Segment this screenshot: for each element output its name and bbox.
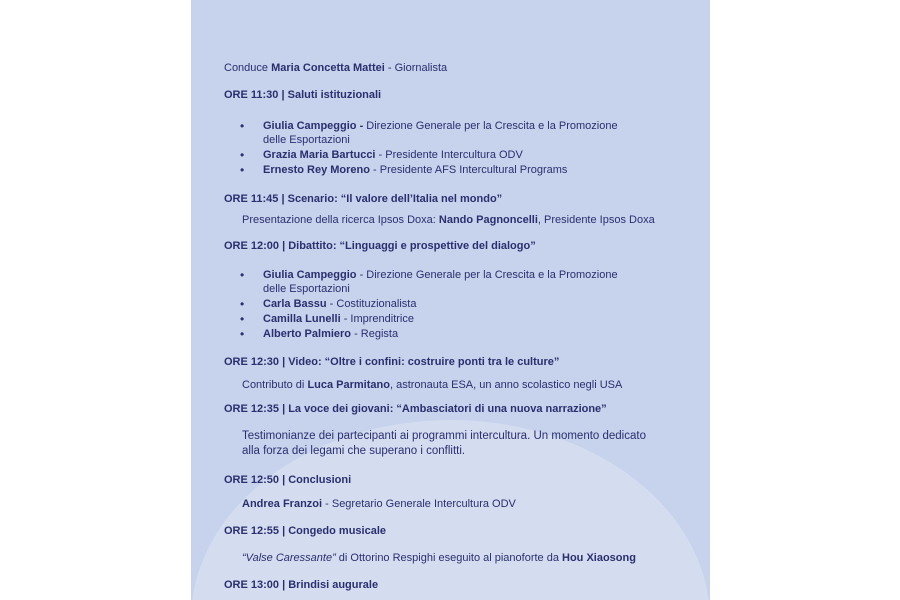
speaker-role: , Presidente Ipsos Doxa bbox=[537, 214, 655, 226]
moderator-role: - Giornalista bbox=[384, 62, 448, 74]
session-text bbox=[242, 379, 622, 391]
bullet: • bbox=[240, 268, 245, 282]
programme-panel bbox=[191, 0, 710, 600]
text: Contributo di bbox=[242, 379, 308, 391]
speaker-item bbox=[263, 269, 618, 281]
speaker-name: Andrea Franzoi bbox=[242, 498, 323, 510]
speaker-item bbox=[263, 120, 618, 132]
moderator-line bbox=[224, 62, 447, 74]
session-title: ORE 12:30 | Video: “Oltre i confini: costruire ponti tra le culture” bbox=[224, 356, 560, 368]
speaker-item bbox=[263, 149, 523, 161]
speaker-role: Direzione Generale per la Crescita e la Promozione bbox=[363, 120, 618, 132]
speaker-item bbox=[263, 313, 414, 325]
bullet: • bbox=[240, 297, 245, 311]
session-text bbox=[242, 498, 516, 510]
bullet: • bbox=[240, 119, 245, 133]
speaker-name: Giulia Campeggio bbox=[263, 269, 357, 281]
speaker-item bbox=[263, 298, 416, 310]
speaker-role: - Costituzionalista bbox=[326, 298, 417, 310]
session-text: Testimonianze dei partecipanti ai programmi intercultura. Un momento dedicato bbox=[242, 430, 646, 442]
speaker-role: , astronauta ESA, un anno scolastico negli USA bbox=[389, 379, 623, 391]
session-title: ORE 12:35 | La voce dei giovani: “Ambasciatori di una nuova narrazione” bbox=[224, 403, 607, 415]
speaker-item bbox=[263, 164, 567, 176]
speaker-name: Alberto Palmiero bbox=[263, 328, 352, 340]
music-title: “Valse Caressante” bbox=[242, 552, 336, 564]
speaker-item bbox=[263, 328, 398, 340]
speaker-name: Luca Parmitano bbox=[307, 379, 390, 391]
speaker-role: - Segretario Generale Intercultura ODV bbox=[322, 498, 516, 510]
bullet: • bbox=[240, 163, 245, 177]
session-title: ORE 12:55 | Congedo musicale bbox=[224, 525, 387, 537]
text: di Ottorino Respighi eseguito al pianoforte da bbox=[335, 552, 563, 564]
session-title: ORE 12:50 | Conclusioni bbox=[224, 474, 352, 486]
session-title: ORE 13:00 | Brindisi augurale bbox=[224, 579, 379, 591]
speaker-role: - Direzione Generale per la Crescita e la Promozione bbox=[356, 269, 618, 281]
speaker-role: - Presidente AFS Intercultural Programs bbox=[369, 164, 568, 176]
bullet: • bbox=[240, 148, 245, 162]
session-text bbox=[242, 552, 636, 564]
speaker-role: - Presidente Intercultura ODV bbox=[375, 149, 523, 161]
speaker-name: Carla Bassu bbox=[263, 298, 327, 310]
performer-name: Hou Xiaosong bbox=[562, 552, 636, 564]
programme-content bbox=[191, 0, 710, 600]
session-text: alla forza dei legami che superano i conflitti. bbox=[242, 445, 466, 457]
speaker-name: Ernesto Rey Moreno bbox=[263, 164, 370, 176]
speaker-name: Grazia Maria Bartucci bbox=[263, 149, 376, 161]
speaker-name: Giulia Campeggio - bbox=[263, 120, 364, 132]
bullet: • bbox=[240, 327, 245, 341]
speaker-role-cont: delle Esportazioni bbox=[263, 134, 350, 146]
session-title: ORE 11:45 | Scenario: “Il valore dell’Italia nel mondo” bbox=[224, 193, 503, 205]
speaker-name: Camilla Lunelli bbox=[263, 313, 341, 325]
text: Presentazione della ricerca Ipsos Doxa: bbox=[242, 214, 439, 226]
moderator-name: Maria Concetta Mattei bbox=[271, 62, 385, 74]
session-title: ORE 12:00 | Dibattito: “Linguaggi e prospettive del dialogo” bbox=[224, 240, 536, 252]
session-text bbox=[242, 214, 655, 226]
session-title: ORE 11:30 | Saluti istituzionali bbox=[224, 89, 382, 101]
speaker-role-cont: delle Esportazioni bbox=[263, 283, 350, 295]
bullet: • bbox=[240, 312, 245, 326]
speaker-name: Nando Pagnoncelli bbox=[438, 214, 538, 226]
speaker-role: - Imprenditrice bbox=[340, 313, 414, 325]
speaker-role: - Regista bbox=[351, 328, 399, 340]
moderator-prefix: Conduce bbox=[224, 62, 272, 74]
